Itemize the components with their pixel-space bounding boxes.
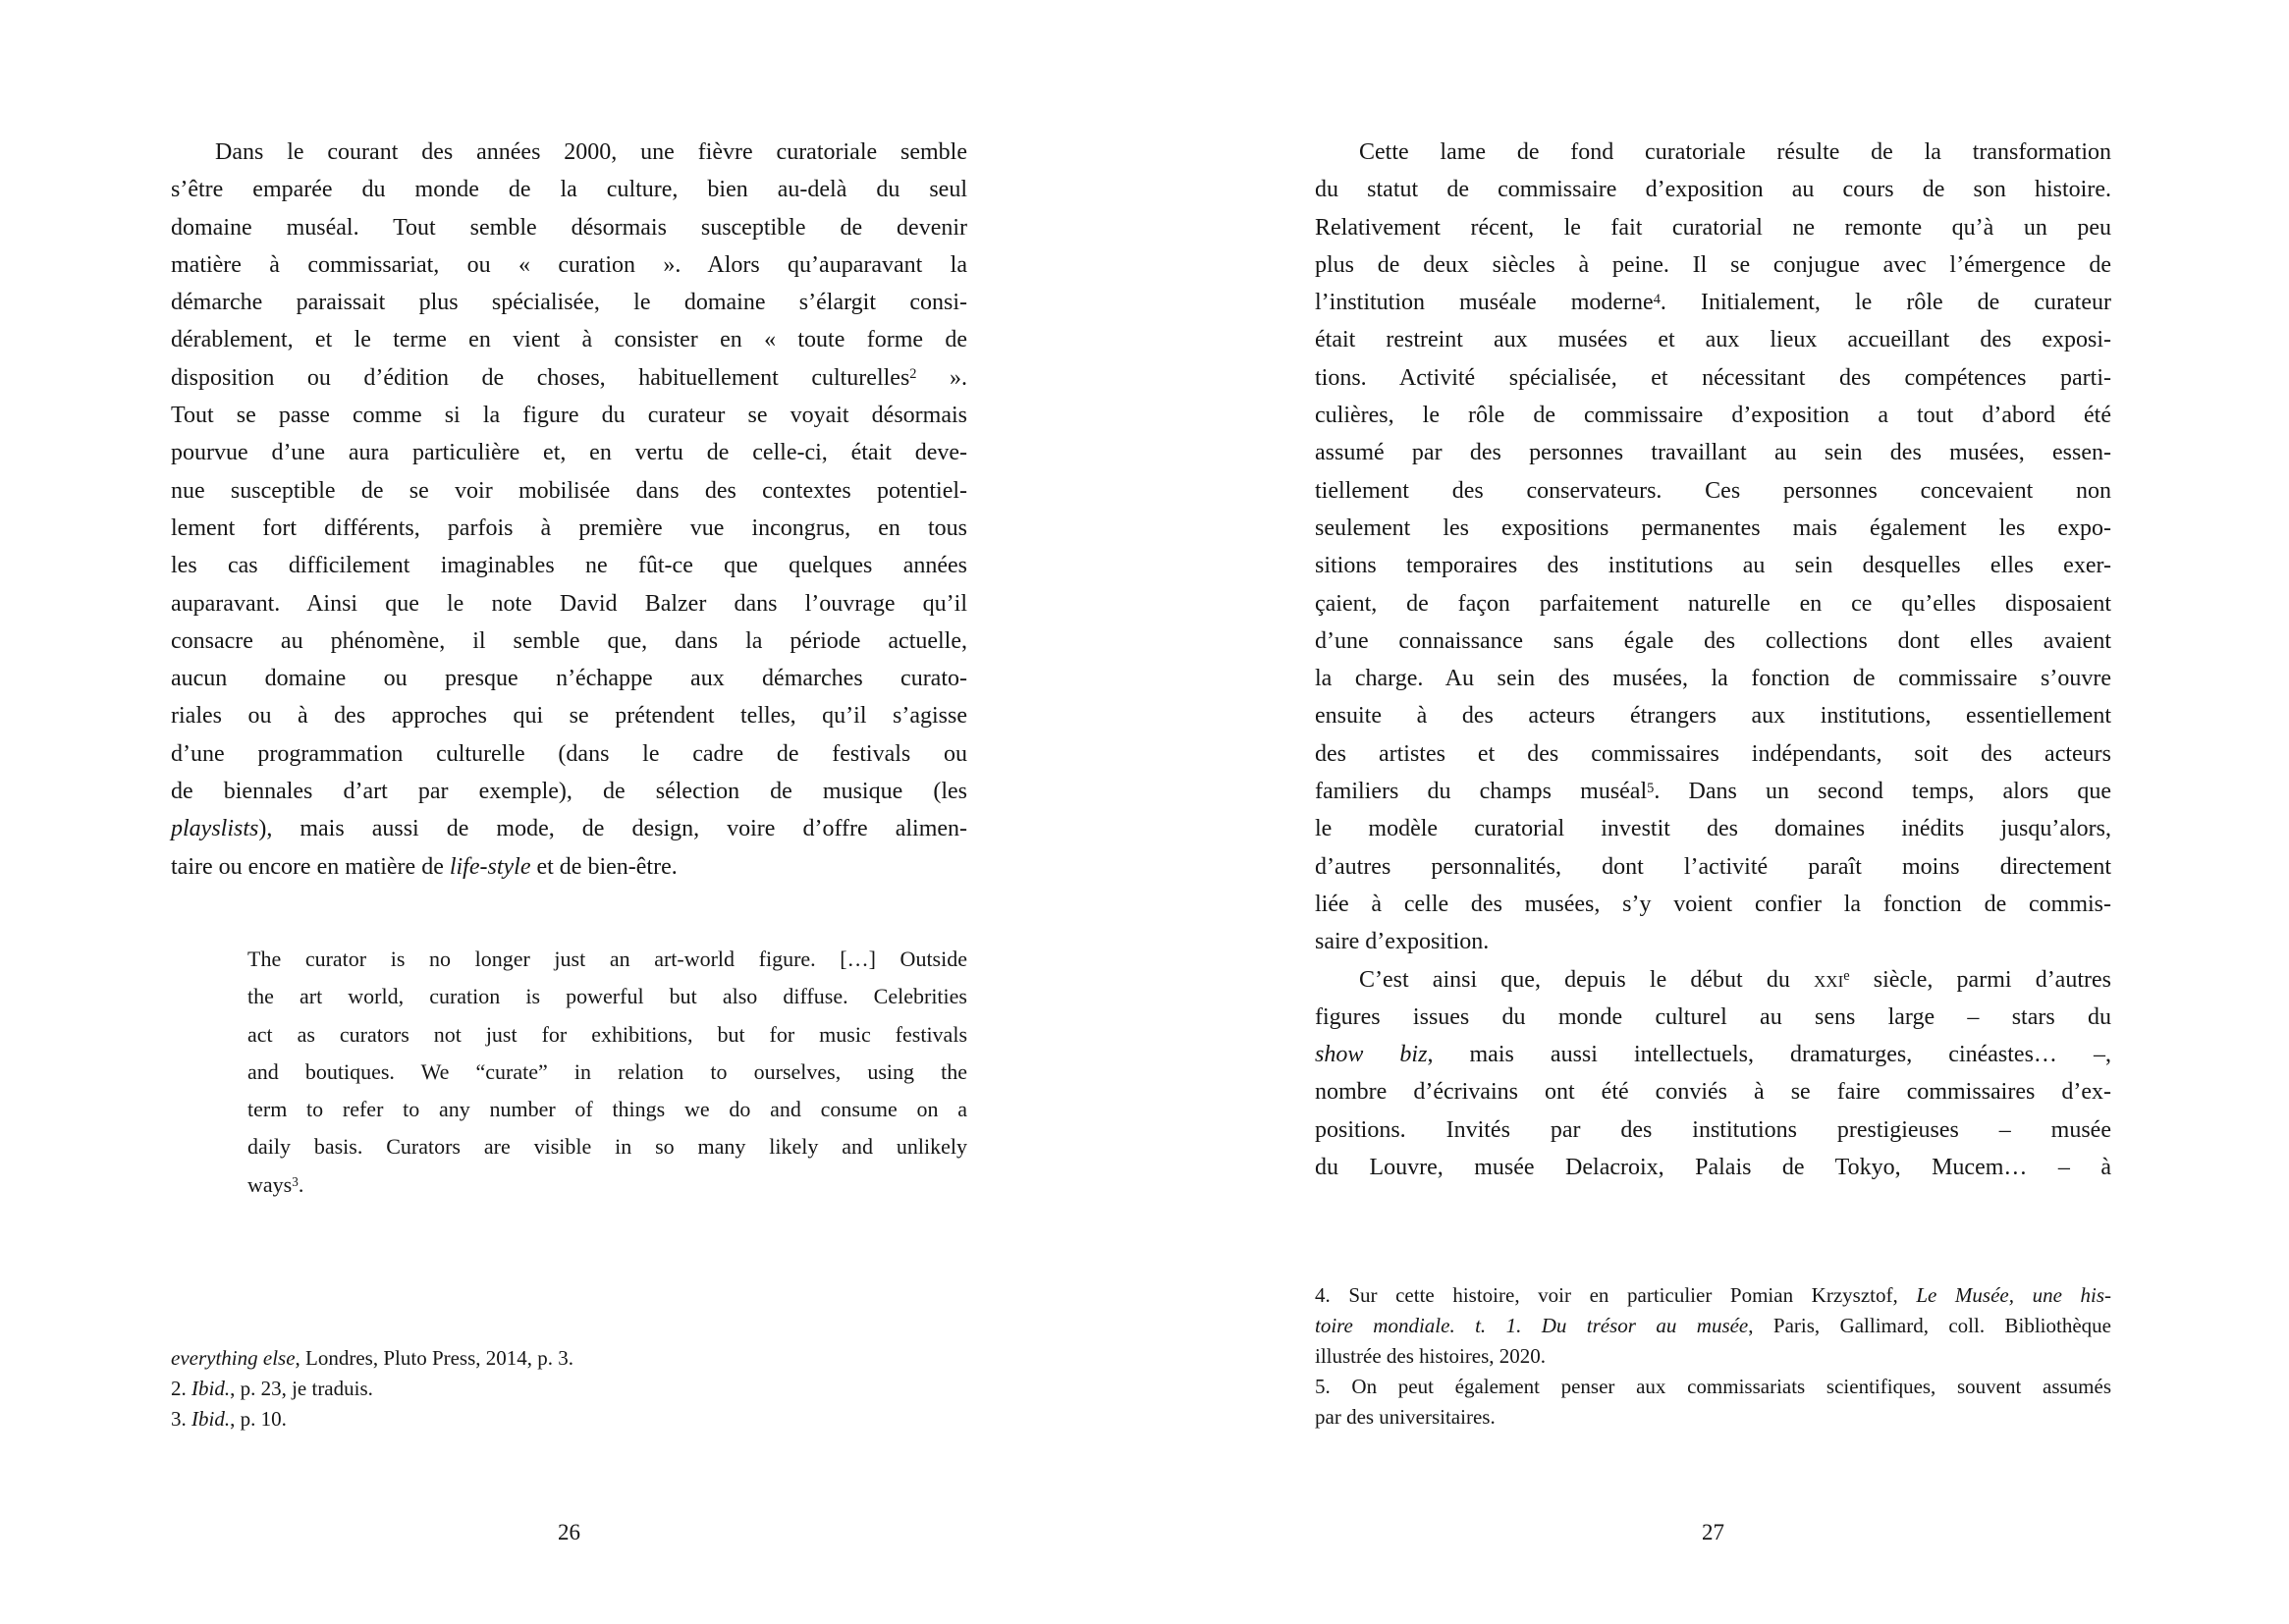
paragraph [171,1343,967,1374]
text-line: matière à commissariat, ou « curation ». Alors qu’auparavant la [171,251,967,278]
text-line: 2. Ibid., p. 23, je traduis. [171,1377,373,1400]
text-line: Cette lame de fond curatoriale résulte de la transformation [1359,139,2111,165]
english-block-quote [247,941,967,1204]
text-line: C’est ainsi que, depuis le début du xxi$^e$ siècle, parmi d’autres [1359,966,2111,993]
paragraph [1315,134,2111,961]
left-page-footnotes [171,1343,967,1435]
text-line: nue susceptible de se voir mobilisée dans des contextes potentiel- [171,477,967,504]
text-line: everything else, Londres, Pluto Press, 2014, p. 3. [171,1346,574,1370]
text-line: du statut de commissaire d’exposition au cours de son histoire. [1315,177,2111,203]
right-page-footnotes [1315,1280,2111,1433]
text-line: act as curators not just for exhibitions, but for music festivals [247,1021,967,1047]
text-line: auparavant. Ainsi que le note David Balzer dans l’ouvrage qu’il [171,590,967,617]
text-line: assumé par des personnes travaillant au sein des musées, essen- [1315,440,2111,466]
text-line: consacre au phénomène, il semble que, dans la période actuelle, [171,627,967,654]
text-line: taire ou encore en matière de life-style et de bien-être. [171,853,678,880]
text-line: playslists), mais aussi de mode, de design, voire d’offre alimen- [171,816,967,842]
text-line: Tout se passe comme si la figure du curateur se voyait désormais [171,403,967,429]
text-line: le modèle curatorial investit des domaines inédits jusqu’alors, [1315,816,2111,842]
text-line: saire d’exposition. [1315,929,1490,955]
text-line: d’autres personnalités, dont l’activité paraît moins directement [1315,853,2111,880]
text-line: pourvue d’une aura particulière et, en vertu de celle-ci, était deve- [171,440,967,466]
text-line: seulement les expositions permanentes mais également les expo- [1315,514,2111,541]
text-line: domaine muséal. Tout semble désormais susceptible de devenir [171,214,967,241]
text-line: familiers du champs muséal$^5$. Dans un second temps, alors que [1315,779,2111,805]
text-line: de biennales d’art par exemple), de sélection de musique (les [171,779,967,805]
text-line: par des universitaires. [1315,1405,1496,1429]
text-line: la charge. Au sein des musées, la fonction de commissaire s’ouvre [1315,666,2111,692]
text-line: riales ou à des approches qui se prétendent telles, qu’il s’agisse [171,703,967,730]
text-line: positions. Invités par des institutions prestigieuses – musée [1315,1116,2111,1143]
text-line: sitions temporaires des institutions au sein desquelles elles exer- [1315,553,2111,579]
text-line: 4. Sur cette histoire, voir en particulier Pomian Krzysztof, Le Musée, une his- [1315,1283,2111,1307]
text-line: toire mondiale. t. 1. Du trésor au musée, Paris, Gallimard, coll. Bibliothèque [1315,1314,2111,1337]
text-line: Relativement récent, le fait curatorial ne remonte qu’à un peu [1315,214,2111,241]
text-line: Dans le courant des années 2000, une fièvre curatoriale semble [215,139,967,165]
text-line: s’être emparée du monde de la culture, bien au-delà du seul [171,177,967,203]
paragraph [1315,961,2111,1187]
text-line: show biz, mais aussi intellectuels, dramaturges, cinéastes… –, [1315,1042,2111,1068]
text-line: disposition ou d’édition de choses, habituellement culturelles$^2$ ». [171,364,968,391]
text-line: du Louvre, musée Delacroix, Palais de Tokyo, Mucem… – à [1315,1155,2111,1181]
left-page-number: 26 [558,1520,580,1544]
text-line: ensuite à des acteurs étrangers aux institutions, essentiellement [1315,703,2111,730]
paragraph [171,134,967,886]
text-line: des artistes et des commissaires indépendants, soit des acteurs [1315,740,2111,767]
paragraph [171,1374,967,1404]
text-line: était restreint aux musées et aux lieux accueillant des exposi- [1315,327,2111,353]
text-line: lement fort différents, parfois à première vue incongrus, en tous [171,514,967,541]
text-line: ways$^3$. [247,1171,304,1197]
text-line: nombre d’écrivains ont été conviés à se faire commissaires d’ex- [1315,1079,2111,1106]
text-line: çaient, de façon parfaitement naturelle en ce qu’elles disposaient [1315,590,2111,617]
text-line: daily basis. Curators are visible in so many likely and unlikely [247,1134,967,1160]
paragraph [171,1404,967,1435]
text-line: culières, le rôle de commissaire d’exposition a tout d’abord été [1315,403,2111,429]
text-line: liée à celle des musées, s’y voient confier la fonction de commis- [1315,891,2111,917]
text-line: d’une programmation culturelle (dans le cadre de festivals ou [171,740,967,767]
text-line: tiellement des conservateurs. Ces personnes concevaient non [1315,477,2111,504]
paragraph [1315,1280,2111,1372]
text-line: figures issues du monde culturel au sens large – stars du [1315,1003,2111,1030]
text-line: 3. Ibid., p. 10. [171,1407,287,1431]
text-line: les cas difficilement imaginables ne fût-ce que quelques années [171,553,967,579]
left-page-body-text [171,134,967,886]
text-line: 5. On peut également penser aux commissariats scientifiques, souvent assumés [1315,1375,2111,1398]
text-line: illustrée des histoires, 2020. [1315,1344,1547,1368]
paragraph [247,941,967,1204]
right-page-number: 27 [1702,1520,1724,1544]
text-line: The curator is no longer just an art-world figure. […] Outside [247,947,967,971]
text-line: term to refer to any number of things we do and consume on a [247,1097,967,1122]
text-line: l’institution muséale moderne$^4$. Initialement, le rôle de curateur [1315,290,2111,316]
text-line: tions. Activité spécialisée, et nécessitant des compétences parti- [1315,364,2111,391]
text-line: the art world, curation is powerful but also diffuse. Celebrities [247,984,967,1009]
text-line: plus de deux siècles à peine. Il se conjugue avec l’émergence de [1315,251,2111,278]
paragraph [1315,1372,2111,1433]
text-line: dérablement, et le terme en vient à consister en « toute forme de [171,327,967,353]
right-page-body-text [1315,134,2111,1186]
text-line: démarche paraissait plus spécialisée, le domaine s’élargit consi- [171,290,967,316]
text-line: d’une connaissance sans égale des collections dont elles avaient [1315,627,2111,654]
text-line: and boutiques. We “curate” in relation to ourselves, using the [247,1058,967,1084]
text-line: aucun domaine ou presque n’échappe aux démarches curato- [171,666,967,692]
